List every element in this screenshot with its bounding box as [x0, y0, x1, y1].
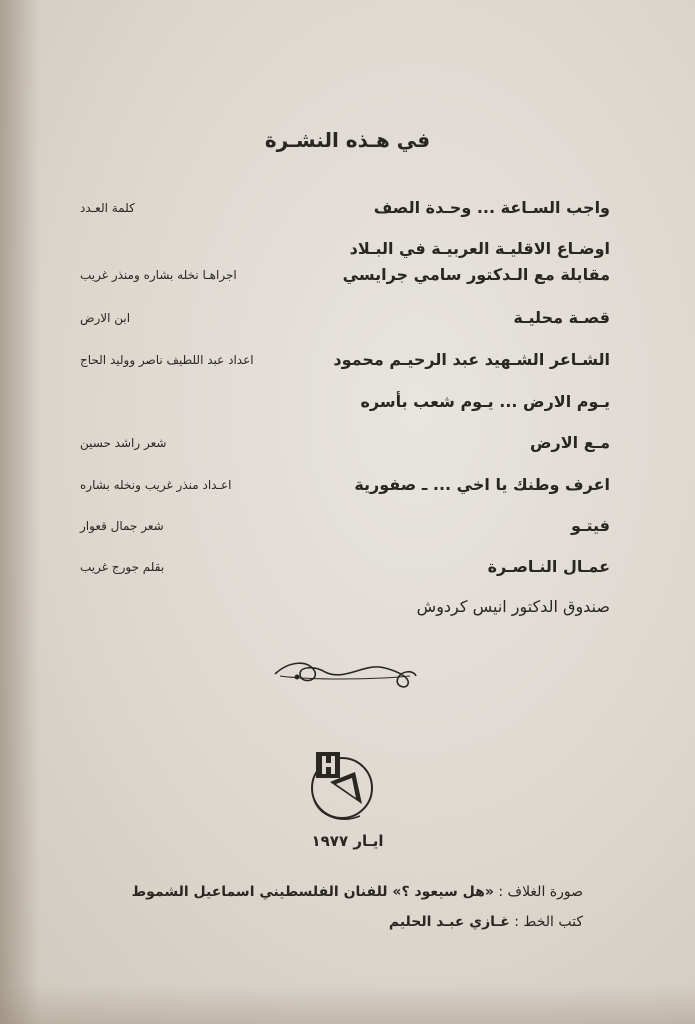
calligraphy-credit-label: كتب الخط :: [514, 914, 583, 930]
item-title: واجب السـاعة ... وحـدة الصف: [373, 198, 610, 217]
item-note: شعر راشد حسين: [80, 436, 167, 450]
item-title: صندوق الدكتور انيس كردوش: [416, 597, 610, 616]
issue-date: ايـار ١٩٧٧: [311, 832, 384, 850]
item-note: شعر جمال قعوار: [80, 519, 164, 533]
calligraphy-credit: [389, 914, 583, 930]
cover-credit-label: صورة الغلاف :: [498, 884, 583, 900]
cover-credit-value: «هل سيعود ؟» للفنان الفلسطيني اسماعيل الشموط: [131, 884, 494, 900]
item-note: بقلم جورج غريب: [80, 560, 165, 574]
item-title: الشـاعر الشـهيد عبد الرحيـم محمود: [333, 350, 610, 369]
page-edge-shadow: [0, 0, 40, 1024]
item-title: اعرف وطنك يا اخي ... ـ صفورية: [354, 475, 610, 494]
publisher-emblem-icon: [300, 742, 380, 830]
item-title: قصـة محليـة: [513, 308, 610, 327]
item-title: يـوم الارض ... يـوم شعب بأسره: [360, 392, 610, 411]
item-note: ابن الارض: [80, 311, 131, 325]
cover-credit: [132, 884, 583, 900]
item-note: كلمة العـدد: [80, 201, 135, 215]
calligraphy-credit-value: غـازي عبـد الحليم: [388, 914, 510, 930]
item-note: اعداد عبد اللطيف ناصر ووليد الحاج: [80, 353, 254, 367]
item-title: فيتـو: [570, 516, 610, 535]
item-title: عمـال النـاصـرة: [487, 557, 610, 576]
item-title: مـع الارض: [529, 433, 610, 452]
page-title: في هـذه النشـرة: [264, 128, 431, 152]
ornament-divider: [270, 652, 420, 692]
item-title: مقابلة مع الـدكتور سامي جرايسي: [342, 265, 610, 284]
page-bottom-shadow: [0, 984, 695, 1024]
item-note: اعـداد منذر غريب ونخله بشاره: [80, 478, 232, 492]
item-note: اجراهـا نخله بشاره ومنذر غريب: [80, 268, 237, 282]
item-title: اوضـاع الاقليـة العربيـة في البـلاد: [349, 239, 610, 258]
